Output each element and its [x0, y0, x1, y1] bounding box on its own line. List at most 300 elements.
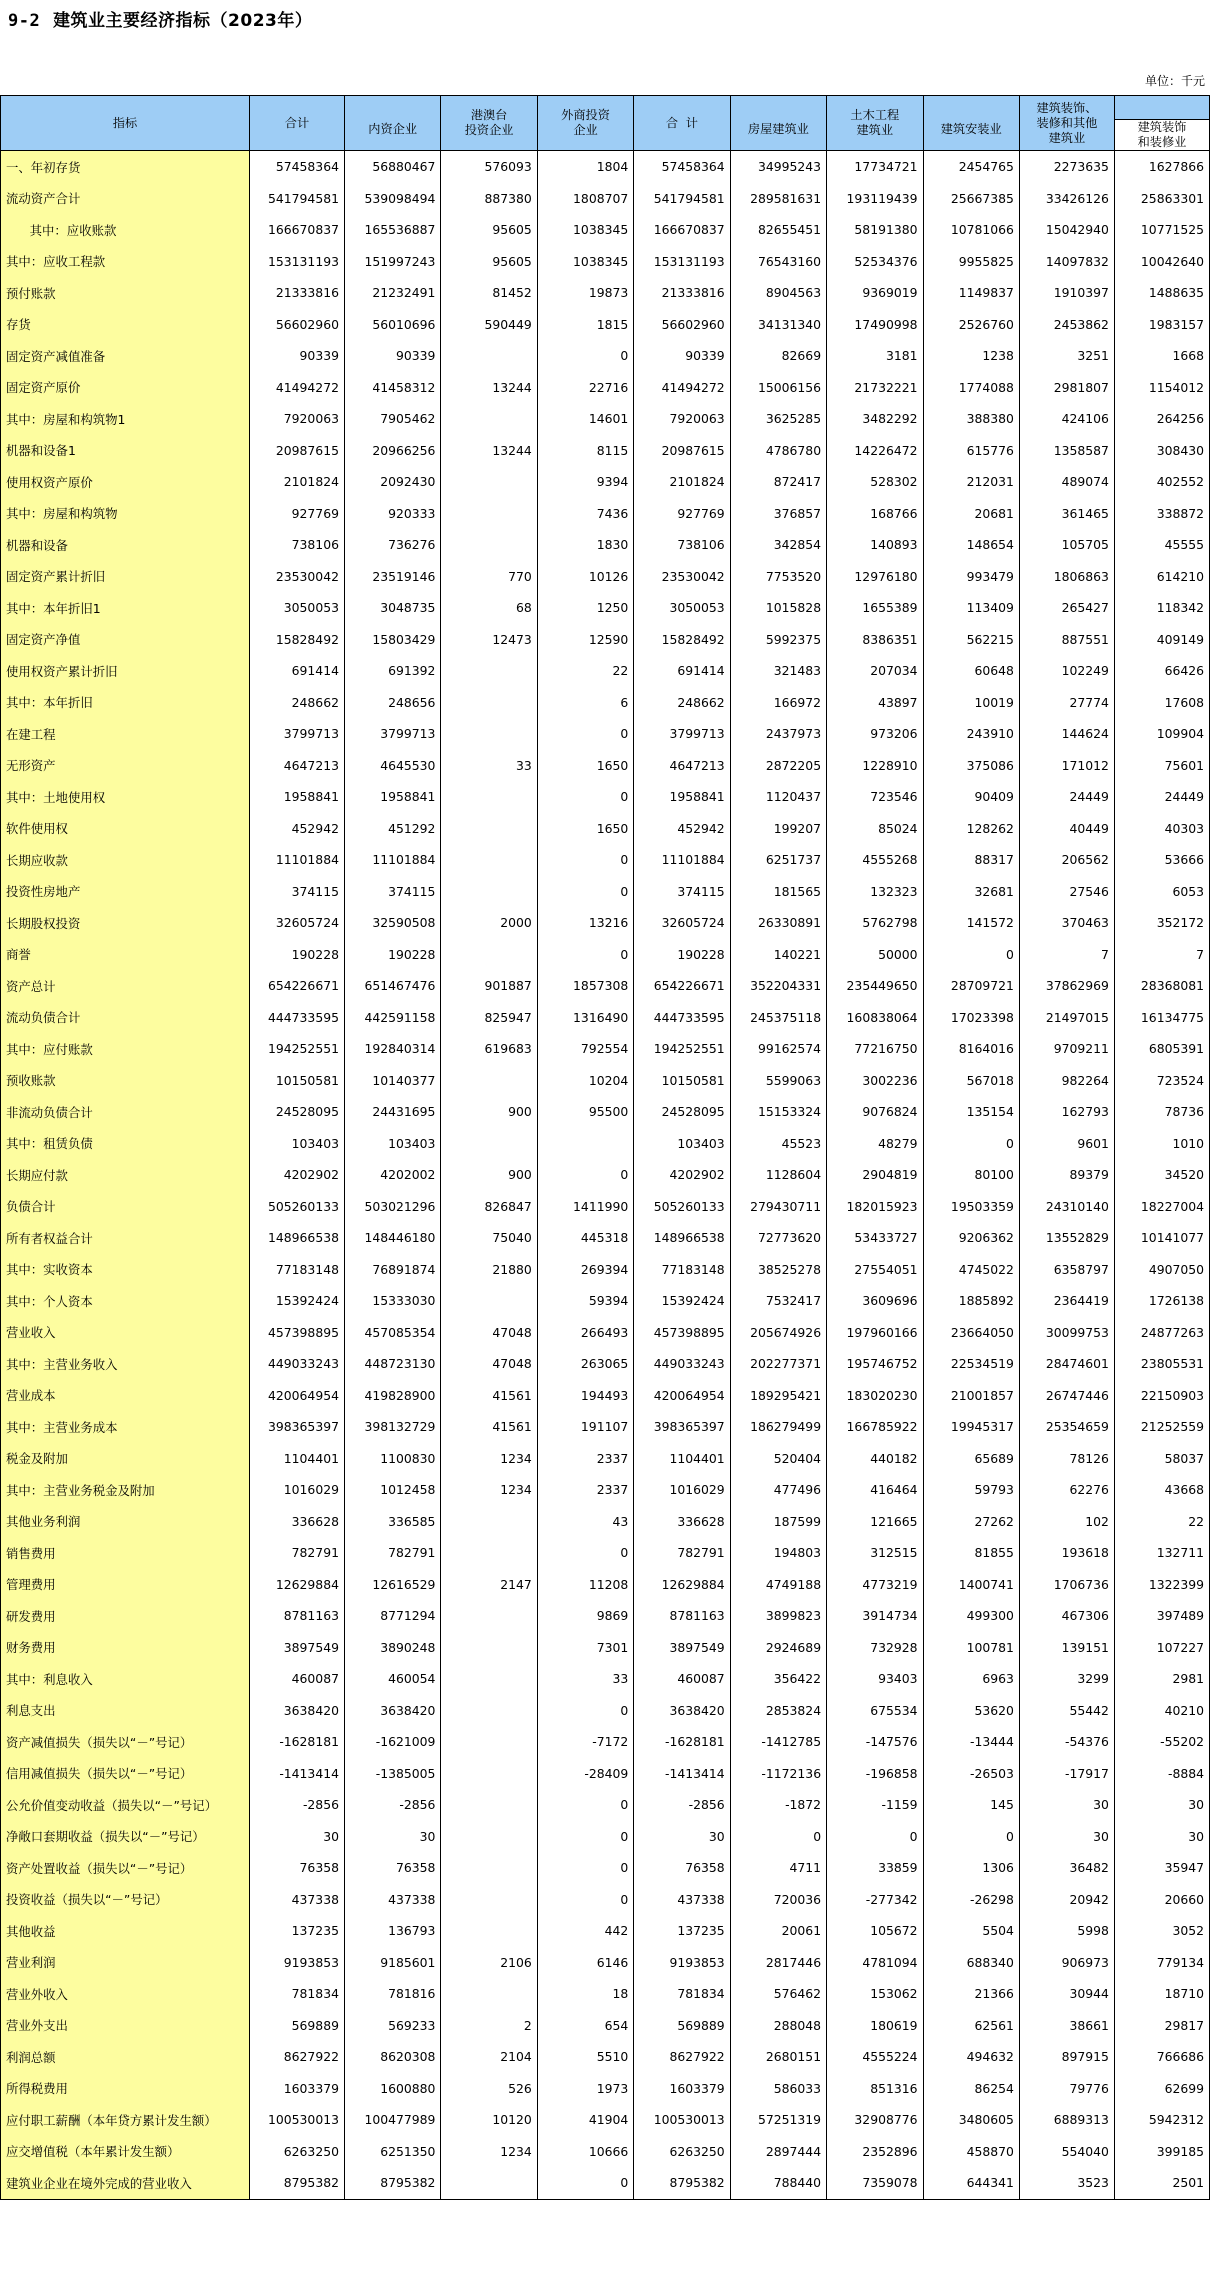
cell-civil: 723546	[827, 781, 923, 813]
cell-building: 186279499	[730, 1411, 826, 1443]
header-install-text: 建筑安装业	[940, 121, 1002, 136]
cell-decor-other: 5998	[1019, 1915, 1114, 1947]
cell-decor-other: 424106	[1019, 403, 1114, 435]
cell-total: 153131193	[249, 246, 344, 278]
cell-hmt: 590449	[441, 309, 537, 341]
cell-decor-other: 554040	[1019, 2136, 1114, 2168]
cell-foreign: 9869	[537, 1600, 633, 1632]
cell-decor: 6805391	[1114, 1033, 1209, 1065]
cell-hmt	[441, 718, 537, 750]
cell-decor: 10042640	[1114, 246, 1209, 278]
cell-total2: 23530042	[634, 561, 730, 593]
cell-domestic: 7905462	[344, 403, 440, 435]
cell-decor-other: 62276	[1019, 1474, 1114, 1506]
cell-building: 1120437	[730, 781, 826, 813]
cell-hmt	[441, 1632, 537, 1664]
cell-install: -13444	[923, 1726, 1019, 1758]
cell-total2: 8627922	[634, 2041, 730, 2073]
cell-install: 32681	[923, 876, 1019, 908]
cell-indicator: 所有者权益合计	[1, 1222, 250, 1254]
cell-total: 30	[249, 1821, 344, 1853]
cell-hmt	[441, 498, 537, 530]
cell-building: 82669	[730, 340, 826, 372]
cell-hmt	[441, 1663, 537, 1695]
header-decor-other	[1019, 96, 1114, 151]
cell-indicator: 利息支出	[1, 1695, 250, 1727]
cell-total2: 8795382	[634, 2167, 730, 2199]
cell-civil: 32908776	[827, 2104, 923, 2136]
table-row	[1, 1128, 1210, 1160]
cell-total2: 77183148	[634, 1254, 730, 1286]
table-row	[1, 876, 1210, 908]
cell-install: 27262	[923, 1506, 1019, 1538]
cell-decor: 308430	[1114, 435, 1209, 467]
cell-hmt: 1234	[441, 1474, 537, 1506]
cell-decor-other: 3299	[1019, 1663, 1114, 1695]
cell-indicator: 其中：主营业务收入	[1, 1348, 250, 1380]
cell-domestic: 8620308	[344, 2041, 440, 2073]
cell-total2: 3799713	[634, 718, 730, 750]
cell-install: 21001857	[923, 1380, 1019, 1412]
cell-total2: 15828492	[634, 624, 730, 656]
cell-decor-other: 2273635	[1019, 151, 1114, 183]
table-row	[1, 1884, 1210, 1916]
unit-label: 单位：千元	[1144, 74, 1205, 88]
cell-domestic: 3048735	[344, 592, 440, 624]
cell-hmt	[441, 1789, 537, 1821]
cell-building: 4711	[730, 1852, 826, 1884]
cell-foreign: 6	[537, 687, 633, 719]
cell-indicator: 其中：本年折旧	[1, 687, 250, 719]
cell-hmt: 47048	[441, 1348, 537, 1380]
table-row	[1, 813, 1210, 845]
table-row	[1, 1569, 1210, 1601]
cell-decor: 40210	[1114, 1695, 1209, 1727]
cell-hmt: 576093	[441, 151, 537, 183]
cell-total2: 148966538	[634, 1222, 730, 1254]
cell-hmt	[441, 1128, 537, 1160]
cell-total: 782791	[249, 1537, 344, 1569]
cell-total: 781834	[249, 1978, 344, 2010]
header-decor-spacer	[1114, 96, 1209, 120]
cell-decor: 7	[1114, 939, 1209, 971]
cell-hmt: 1234	[441, 1443, 537, 1475]
cell-building: 289581631	[730, 183, 826, 215]
cell-hmt: 887380	[441, 183, 537, 215]
table-row	[1, 403, 1210, 435]
cell-total2: 6263250	[634, 2136, 730, 2168]
cell-domestic: 10140377	[344, 1065, 440, 1097]
cell-decor-other: 40449	[1019, 813, 1114, 845]
cell-civil: 17490998	[827, 309, 923, 341]
cell-domestic: 12616529	[344, 1569, 440, 1601]
cell-decor: 10771525	[1114, 214, 1209, 246]
cell-decor: 20660	[1114, 1884, 1209, 1916]
table-row	[1, 1695, 1210, 1727]
table-row	[1, 1758, 1210, 1790]
cell-decor-other: 887551	[1019, 624, 1114, 656]
cell-decor: 17608	[1114, 687, 1209, 719]
cell-civil: -147576	[827, 1726, 923, 1758]
table-row	[1, 624, 1210, 656]
cell-decor-other: 14097832	[1019, 246, 1114, 278]
cell-indicator: 长期股权投资	[1, 907, 250, 939]
cell-total2: 15392424	[634, 1285, 730, 1317]
cell-domestic: 15333030	[344, 1285, 440, 1317]
cell-indicator: 所得税费用	[1, 2073, 250, 2105]
cell-install: 375086	[923, 750, 1019, 782]
cell-decor: 402552	[1114, 466, 1209, 498]
header-hmt	[441, 96, 537, 151]
cell-decor-other: 9601	[1019, 1128, 1114, 1160]
cell-foreign: 12590	[537, 624, 633, 656]
cell-total2: 9193853	[634, 1947, 730, 1979]
cell-foreign: 263065	[537, 1348, 633, 1380]
table-row	[1, 687, 1210, 719]
cell-indicator: 其中：利息收入	[1, 1663, 250, 1695]
cell-domestic: 148446180	[344, 1222, 440, 1254]
cell-decor: 2981	[1114, 1663, 1209, 1695]
cell-foreign: 1808707	[537, 183, 633, 215]
cell-domestic: 448723130	[344, 1348, 440, 1380]
table-row	[1, 246, 1210, 278]
cell-decor: 35947	[1114, 1852, 1209, 1884]
cell-foreign: 2337	[537, 1443, 633, 1475]
cell-decor-other: 27546	[1019, 876, 1114, 908]
cell-hmt: 526	[441, 2073, 537, 2105]
cell-indicator: 使用权资产累计折旧	[1, 655, 250, 687]
cell-hmt: 21880	[441, 1254, 537, 1286]
cell-decor-other: 89379	[1019, 1159, 1114, 1191]
table-row	[1, 1285, 1210, 1317]
header-total2: 合 计	[634, 96, 730, 151]
cell-civil: 140893	[827, 529, 923, 561]
cell-install: 0	[923, 939, 1019, 971]
cell-total2: 56602960	[634, 309, 730, 341]
cell-indicator: 其中：应收工程款	[1, 246, 250, 278]
cell-hmt	[441, 1915, 537, 1947]
cell-indicator: 在建工程	[1, 718, 250, 750]
cell-decor-other: 24310140	[1019, 1191, 1114, 1223]
cell-total2: 336628	[634, 1506, 730, 1538]
cell-domestic: 23519146	[344, 561, 440, 593]
cell-total: 21333816	[249, 277, 344, 309]
cell-domestic: 3638420	[344, 1695, 440, 1727]
cell-total: 148966538	[249, 1222, 344, 1254]
cell-indicator: 销售费用	[1, 1537, 250, 1569]
cell-foreign: 0	[537, 718, 633, 750]
cell-decor-other: 26747446	[1019, 1380, 1114, 1412]
cell-building: 181565	[730, 876, 826, 908]
cell-total: 569889	[249, 2010, 344, 2042]
table-row	[1, 1222, 1210, 1254]
cell-building: 205674926	[730, 1317, 826, 1349]
cell-decor-other: 467306	[1019, 1600, 1114, 1632]
cell-total2: 10150581	[634, 1065, 730, 1097]
cell-domestic: 336585	[344, 1506, 440, 1538]
cell-total: 691414	[249, 655, 344, 687]
cell-foreign: 269394	[537, 1254, 633, 1286]
table-row	[1, 151, 1210, 183]
cell-indicator: 建筑业企业在境外完成的营业收入	[1, 2167, 250, 2199]
cell-domestic: -2856	[344, 1789, 440, 1821]
cell-foreign: 2337	[537, 1474, 633, 1506]
cell-decor-other: 3251	[1019, 340, 1114, 372]
cell-foreign: -28409	[537, 1758, 633, 1790]
table-row	[1, 1978, 1210, 2010]
cell-foreign: 0	[537, 1695, 633, 1727]
cell-hmt: 12473	[441, 624, 537, 656]
cell-indicator: 研发费用	[1, 1600, 250, 1632]
cell-decor: 264256	[1114, 403, 1209, 435]
cell-install: 20681	[923, 498, 1019, 530]
cell-total2: 153131193	[634, 246, 730, 278]
cell-domestic: 41458312	[344, 372, 440, 404]
cell-foreign: 1411990	[537, 1191, 633, 1223]
cell-total2: 2101824	[634, 466, 730, 498]
cell-decor-other: 55442	[1019, 1695, 1114, 1727]
table-title-text: 建筑业主要经济指标（2023年）	[53, 11, 313, 31]
cell-foreign: 654	[537, 2010, 633, 2042]
cell-decor-other: 27774	[1019, 687, 1114, 719]
cell-indicator: 信用减值损失（损失以“－”号记）	[1, 1758, 250, 1790]
cell-hmt	[441, 781, 537, 813]
cell-indicator: 管理费用	[1, 1569, 250, 1601]
cell-install: 65689	[923, 1443, 1019, 1475]
cell-install: 388380	[923, 403, 1019, 435]
cell-install: 2526760	[923, 309, 1019, 341]
cell-total2: 374115	[634, 876, 730, 908]
table-row	[1, 781, 1210, 813]
cell-decor: 24877263	[1114, 1317, 1209, 1349]
cell-domestic: 165536887	[344, 214, 440, 246]
cell-decor: -8884	[1114, 1758, 1209, 1790]
cell-indicator: 资产减值损失（损失以“－”号记）	[1, 1726, 250, 1758]
cell-foreign: 6146	[537, 1947, 633, 1979]
cell-decor: 29817	[1114, 2010, 1209, 2042]
cell-foreign: 0	[537, 1884, 633, 1916]
cell-total: 457398895	[249, 1317, 344, 1349]
cell-decor: 766686	[1114, 2041, 1209, 2073]
cell-building: -1872	[730, 1789, 826, 1821]
cell-civil: 207034	[827, 655, 923, 687]
table-row	[1, 1726, 1210, 1758]
cell-indicator: 其中：实收资本	[1, 1254, 250, 1286]
cell-install: 567018	[923, 1065, 1019, 1097]
cell-decor: 1627866	[1114, 151, 1209, 183]
cell-hmt	[441, 1285, 537, 1317]
cell-building: 189295421	[730, 1380, 826, 1412]
table-row	[1, 592, 1210, 624]
cell-total2: 420064954	[634, 1380, 730, 1412]
cell-decor: 78736	[1114, 1096, 1209, 1128]
cell-total: 505260133	[249, 1191, 344, 1223]
cell-install: 88317	[923, 844, 1019, 876]
cell-decor: 1010	[1114, 1128, 1209, 1160]
cell-total: 15392424	[249, 1285, 344, 1317]
header-indicator: 指标	[1, 96, 250, 151]
cell-indicator: 应交增值税（本年累计发生额）	[1, 2136, 250, 2168]
cell-building: 1015828	[730, 592, 826, 624]
cell-building: 7753520	[730, 561, 826, 593]
cell-decor: 4907050	[1114, 1254, 1209, 1286]
cell-install: 2454765	[923, 151, 1019, 183]
cell-hmt	[441, 2167, 537, 2199]
cell-domestic: 374115	[344, 876, 440, 908]
cell-decor: 352172	[1114, 907, 1209, 939]
cell-indicator: 营业外收入	[1, 1978, 250, 2010]
cell-decor-other: 265427	[1019, 592, 1114, 624]
cell-indicator: 其他业务利润	[1, 1506, 250, 1538]
cell-total: 3799713	[249, 718, 344, 750]
cell-civil: 973206	[827, 718, 923, 750]
cell-indicator: 财务费用	[1, 1632, 250, 1664]
cell-foreign: 9394	[537, 466, 633, 498]
table-row	[1, 1506, 1210, 1538]
cell-foreign: 59394	[537, 1285, 633, 1317]
cell-total2: 1603379	[634, 2073, 730, 2105]
cell-total2: 12629884	[634, 1569, 730, 1601]
cell-total2: 927769	[634, 498, 730, 530]
table-row	[1, 372, 1210, 404]
cell-foreign: 0	[537, 1789, 633, 1821]
cell-building: 99162574	[730, 1033, 826, 1065]
cell-building: 166972	[730, 687, 826, 719]
cell-decor: 40303	[1114, 813, 1209, 845]
cell-civil: 153062	[827, 1978, 923, 2010]
cell-total2: 1016029	[634, 1474, 730, 1506]
cell-indicator: 长期应收款	[1, 844, 250, 876]
cell-total: -2856	[249, 1789, 344, 1821]
table-row	[1, 277, 1210, 309]
cell-decor-other: 193618	[1019, 1537, 1114, 1569]
cell-indicator: 预收账款	[1, 1065, 250, 1097]
cell-hmt	[441, 687, 537, 719]
cell-civil: 851316	[827, 2073, 923, 2105]
cell-hmt	[441, 1506, 537, 1538]
cell-hmt: 41561	[441, 1380, 537, 1412]
cell-decor: 1983157	[1114, 309, 1209, 341]
cell-decor-other: 30099753	[1019, 1317, 1114, 1349]
cell-hmt	[441, 1884, 537, 1916]
cell-decor-other: 9709211	[1019, 1033, 1114, 1065]
cell-hmt: 10120	[441, 2104, 537, 2136]
cell-foreign: 13216	[537, 907, 633, 939]
cell-indicator: 商誉	[1, 939, 250, 971]
cell-decor-other: 6889313	[1019, 2104, 1114, 2136]
cell-building: 2853824	[730, 1695, 826, 1727]
cell-indicator: 使用权资产原价	[1, 466, 250, 498]
cell-civil: -277342	[827, 1884, 923, 1916]
table-row	[1, 1632, 1210, 1664]
cell-total2: 100530013	[634, 2104, 730, 2136]
header-civil	[827, 96, 923, 151]
cell-total: 374115	[249, 876, 344, 908]
cell-total: 24528095	[249, 1096, 344, 1128]
cell-building: 3899823	[730, 1600, 826, 1632]
cell-foreign: 1830	[537, 529, 633, 561]
cell-install: -26298	[923, 1884, 1019, 1916]
cell-foreign: 0	[537, 781, 633, 813]
cell-total2: 32605724	[634, 907, 730, 939]
cell-civil: 1655389	[827, 592, 923, 624]
cell-total2: 444733595	[634, 1002, 730, 1034]
cell-total2: 460087	[634, 1663, 730, 1695]
cell-foreign: 0	[537, 844, 633, 876]
table-row	[1, 1411, 1210, 1443]
table-row	[1, 1663, 1210, 1695]
table-row	[1, 309, 1210, 341]
cell-total: 11101884	[249, 844, 344, 876]
cell-building: 2680151	[730, 2041, 826, 2073]
cell-civil: 2352896	[827, 2136, 923, 2168]
cell-hmt: 13244	[441, 435, 537, 467]
table-row	[1, 1033, 1210, 1065]
cell-hmt: 900	[441, 1159, 537, 1191]
cell-indicator: 营业外支出	[1, 2010, 250, 2042]
cell-hmt: 95605	[441, 214, 537, 246]
cell-total: 76358	[249, 1852, 344, 1884]
cell-hmt: 901887	[441, 970, 537, 1002]
cell-total: 738106	[249, 529, 344, 561]
cell-civil: 160838064	[827, 1002, 923, 1034]
cell-install: 21366	[923, 1978, 1019, 2010]
cell-decor: 28368081	[1114, 970, 1209, 1002]
cell-total2: 190228	[634, 939, 730, 971]
cell-decor-other: 78126	[1019, 1443, 1114, 1475]
cell-civil: 1228910	[827, 750, 923, 782]
cell-indicator: 净敞口套期收益（损失以“－”号记）	[1, 1821, 250, 1853]
cell-decor: 18710	[1114, 1978, 1209, 2010]
cell-civil: 180619	[827, 2010, 923, 2042]
cell-decor-other: 28474601	[1019, 1348, 1114, 1380]
cell-total2: 194252551	[634, 1033, 730, 1065]
cell-building: -1172136	[730, 1758, 826, 1790]
cell-foreign: 0	[537, 1159, 633, 1191]
cell-building: 576462	[730, 1978, 826, 2010]
cell-domestic: 8795382	[344, 2167, 440, 2199]
cell-domestic: 781816	[344, 1978, 440, 2010]
cell-decor-other: 7	[1019, 939, 1114, 971]
header-decor-line1: 建筑装饰	[1137, 120, 1187, 134]
cell-hmt: 770	[441, 561, 537, 593]
cell-total: 927769	[249, 498, 344, 530]
cell-install: 562215	[923, 624, 1019, 656]
cell-domestic: 9185601	[344, 1947, 440, 1979]
cell-install: 80100	[923, 1159, 1019, 1191]
cell-decor: 53666	[1114, 844, 1209, 876]
cell-total: 1016029	[249, 1474, 344, 1506]
cell-indicator: 营业利润	[1, 1947, 250, 1979]
cell-decor-other: 30944	[1019, 1978, 1114, 2010]
cell-total2: 452942	[634, 813, 730, 845]
cell-civil: 4555224	[827, 2041, 923, 2073]
cell-decor-other: 1806863	[1019, 561, 1114, 593]
cell-total: 90339	[249, 340, 344, 372]
cell-total2: 30	[634, 1821, 730, 1853]
cell-install: 1149837	[923, 277, 1019, 309]
cell-indicator: 税金及附加	[1, 1443, 250, 1475]
cell-domestic: 569233	[344, 2010, 440, 2042]
cell-decor: 6053	[1114, 876, 1209, 908]
header-hmt-line1: 港澳台	[470, 108, 508, 122]
cell-install: 993479	[923, 561, 1019, 593]
cell-building: 202277371	[730, 1348, 826, 1380]
cell-total2: 738106	[634, 529, 730, 561]
cell-civil: 166785922	[827, 1411, 923, 1443]
cell-domestic: 3890248	[344, 1632, 440, 1664]
cell-domestic: 76358	[344, 1852, 440, 1884]
